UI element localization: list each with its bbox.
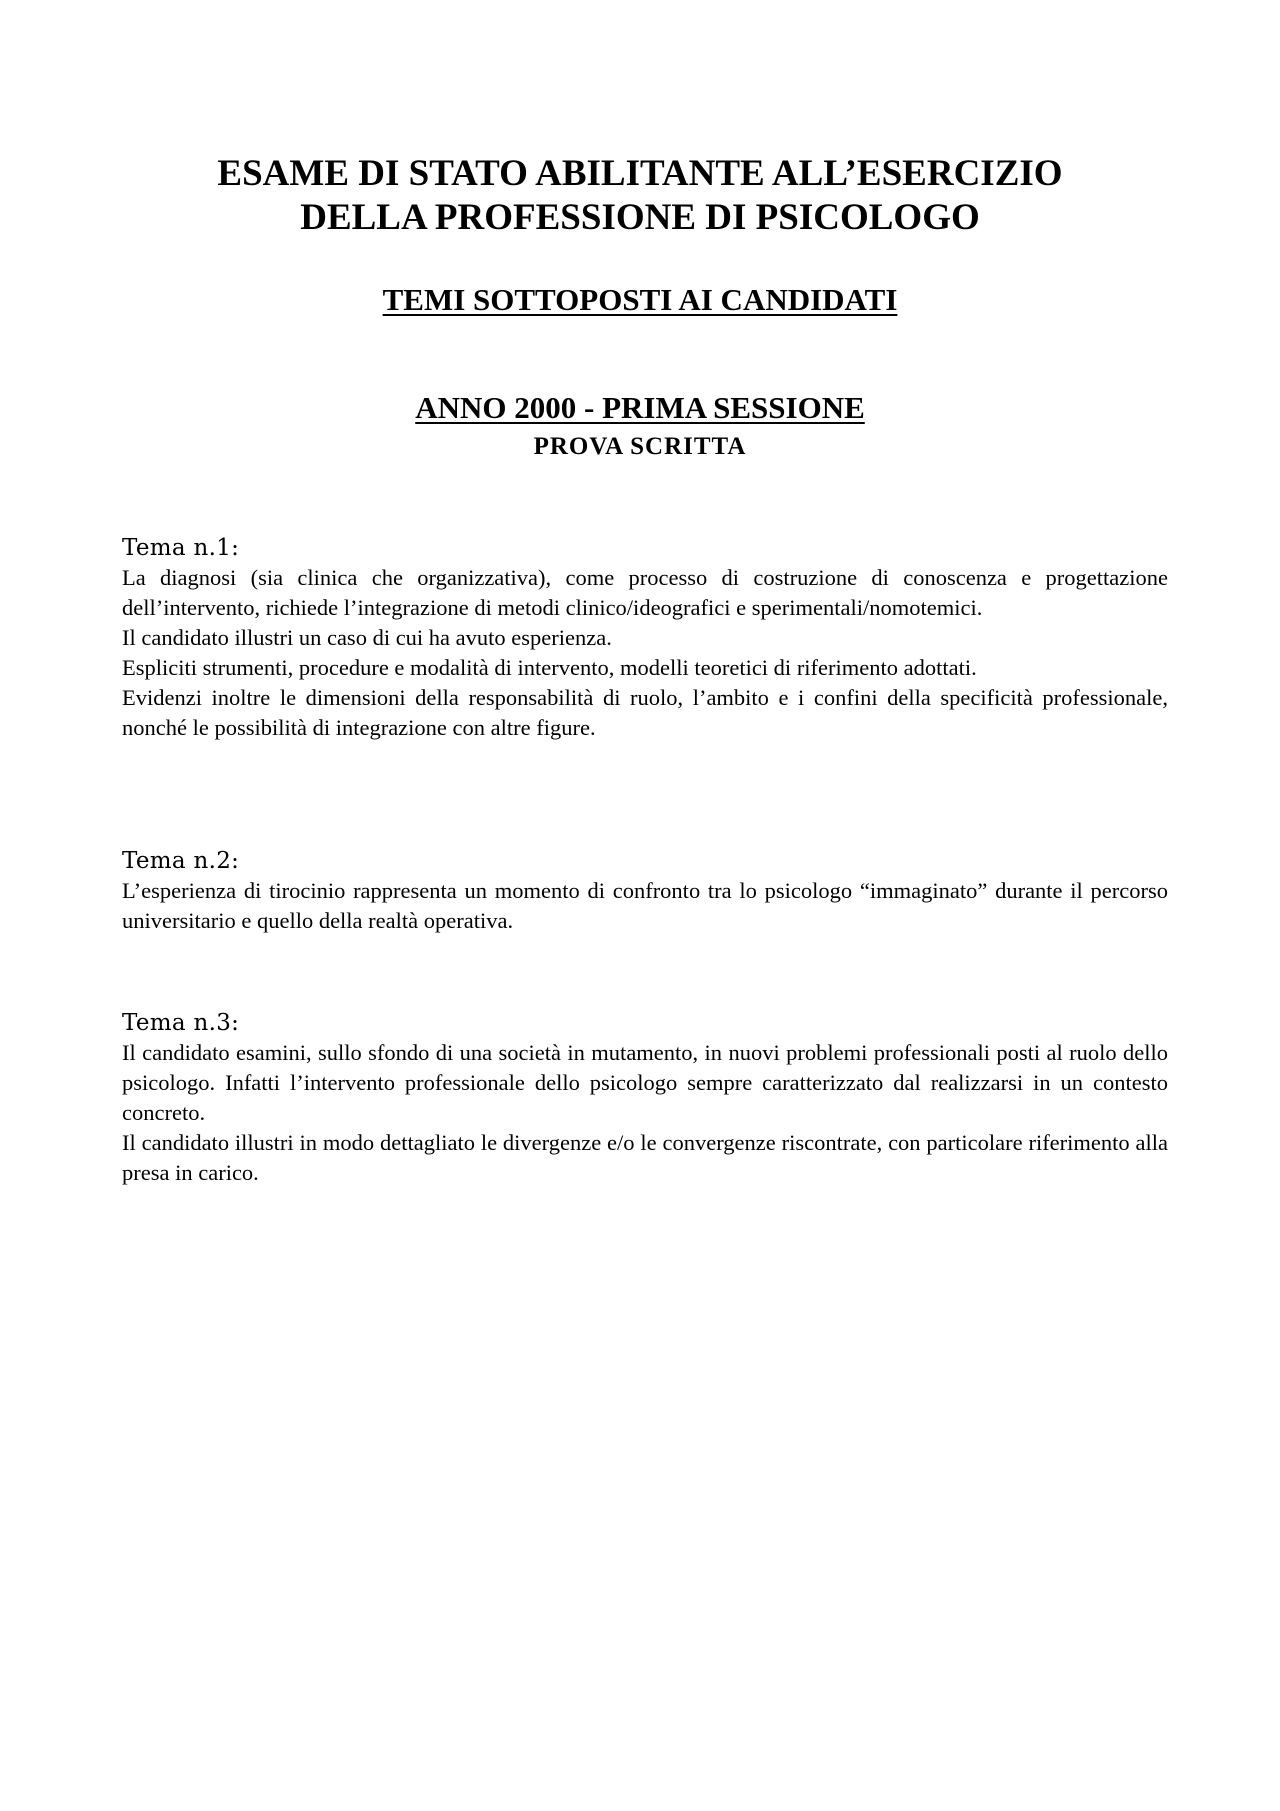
tema-paragraph: Il candidato esamini, sullo sfondo di una società in mutamento, in nuovi problemi professionali posti al ruolo dello psicologo. Infatti l’intervento professionale dello psicologo sempre caratterizzato dal realizzarsi in un contesto concreto. [122,1040,1168,1125]
session-text: ANNO 2000 - PRIMA SESSIONE [415,390,865,425]
tema-heading: Tema n.3: [122,1010,240,1036]
test-type-heading: PROVA SCRITTA [533,433,747,460]
session-heading [0,389,1280,427]
subtitle-text: TEMI SOTTOPOSTI AI CANDIDATI [382,282,898,317]
tema-paragraph: Il candidato illustri un caso di cui ha avuto esperienza. [122,625,612,650]
tema-heading: Tema n.1: [122,535,240,561]
tema-paragraph: La diagnosi (sia clinica che organizzativa), come processo di costruzione di conoscenza e progettazione dell’intervento, richiede l’integrazione di metodi clinico/ideografici e sperimentali/nomotemici. [122,565,1168,620]
tema-section-1 [122,533,1168,743]
tema-body [122,1038,1168,1188]
tema-section-2 [122,846,1168,936]
tema-paragraph: L’esperienza di tirocinio rappresenta un momento di confronto tra lo psicologo “immaginato” durante il percorso universitario e quello della realtà operativa. [122,878,1168,933]
title-line-2: DELLA PROFESSIONE DI PSICOLOGO [300,197,980,238]
tema-body [122,563,1168,743]
tema-body [122,876,1168,936]
tema-heading: Tema n.2: [122,848,240,874]
title-line-1: ESAME DI STATO ABILITANTE ALL’ESERCIZIO [217,153,1063,194]
tema-section-3 [122,1008,1168,1188]
tema-paragraph: Espliciti strumenti, procedure e modalità di intervento, modelli teoretici di riferimento adottati. [122,655,977,680]
document-subtitle [0,281,1280,319]
tema-paragraph: Evidenzi inoltre le dimensioni della responsabilità di ruolo, l’ambito e i confini della specificità professionale, nonché le possibilità di integrazione con altre figure. [122,685,1168,740]
document-title [0,152,1280,240]
tema-paragraph: Il candidato illustri in modo dettagliato le divergenze e/o le convergenze riscontrate, con particolare riferimento alla presa in carico. [122,1130,1168,1185]
